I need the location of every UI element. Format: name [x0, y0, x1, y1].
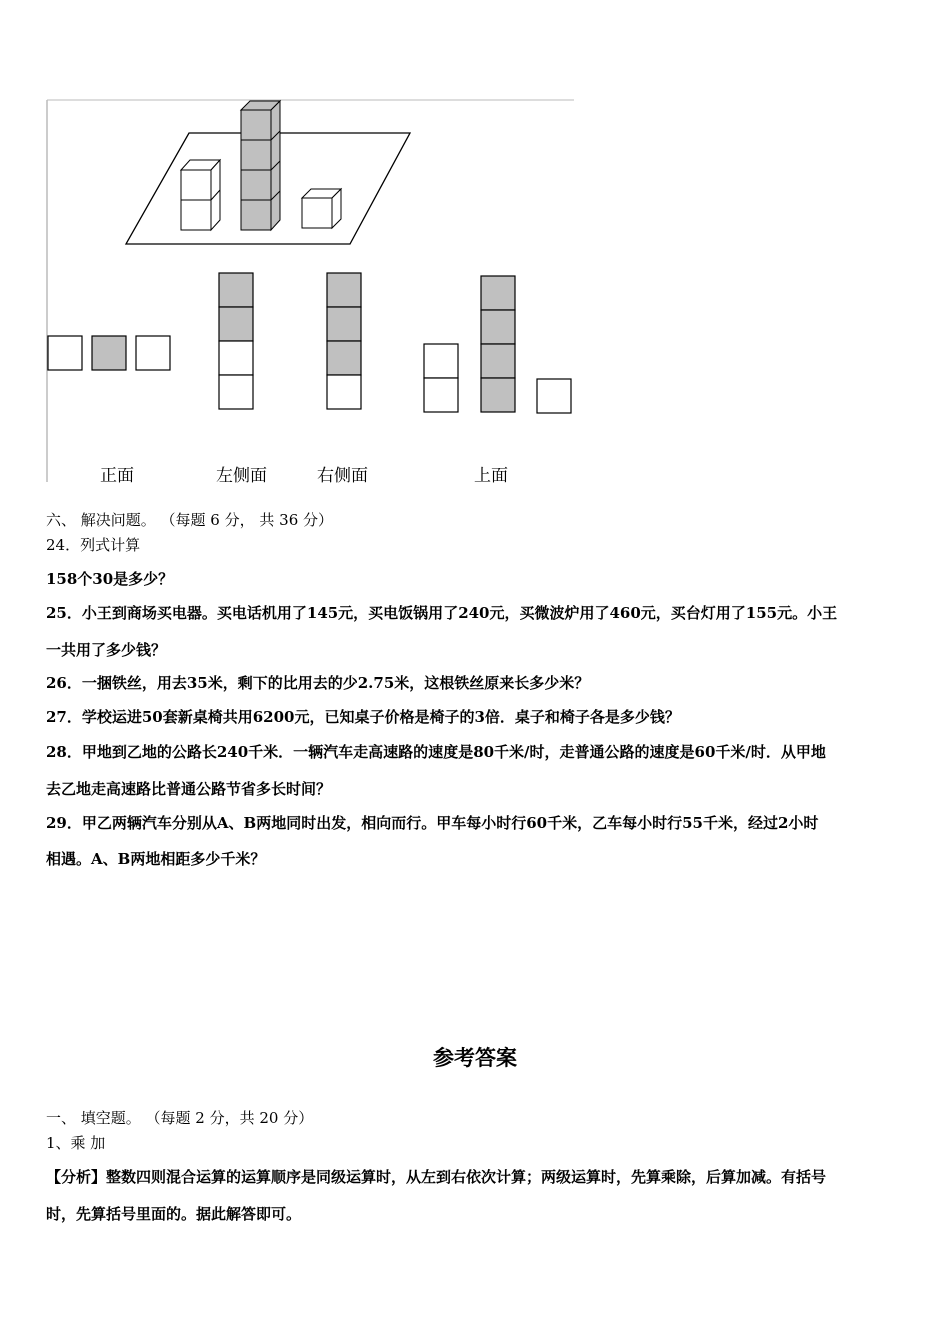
question-24-title: 24．列式计算 [46, 536, 141, 554]
cube-single-right [302, 189, 341, 228]
label-top-view: 上面 [474, 466, 508, 486]
question-29-line-1: 29．甲乙两辆汽车分别从A、B两地同时出发，相向而行。甲车每小时行60千米，乙车每小时行55千米，经过2小时 [46, 814, 819, 832]
question-27: 27．学校运进50套新桌椅共用6200元，已知桌子价格是椅子的3倍．桌子和椅子各是多少钱？ [46, 708, 680, 726]
cube-views-diagram [46, 98, 576, 482]
analysis-line-1: 【分析】整数四则混合运算的运算顺序是同级运算时，从左到右依次计算；两级运算时，先算乘除，后算加减。有括号 [46, 1168, 827, 1186]
section-6-heading: 六、 解决问题。 （每题 6 分， 共 36 分） [46, 511, 334, 529]
answer-1: 1、乘 加 [46, 1134, 106, 1152]
question-29-line-2: 相遇。A、B两地相距多少千米？ [46, 850, 266, 868]
label-right-view: 右侧面 [317, 466, 368, 486]
label-front-view: 正面 [100, 466, 134, 486]
question-25-line-2: 一共用了多少钱？ [46, 641, 167, 659]
analysis-line-2: 时，先算括号里面的。据此解答即可。 [46, 1205, 302, 1223]
question-28-line-1: 28．甲地到乙地的公路长240千米．一辆汽车走高速路的速度是80千米/时，走普通公路的速度是60千米/时．从甲地 [46, 743, 826, 761]
right-side-view [327, 273, 361, 409]
three-view-figure [46, 98, 576, 486]
question-28-line-2: 去乙地走高速路比普通公路节省多长时间？ [46, 780, 332, 798]
cube-stack-left [181, 160, 220, 230]
left-side-view [219, 273, 253, 409]
top-view [424, 276, 571, 413]
answers-section-1-heading: 一、 填空题。 （每题 2 分，共 20 分） [46, 1109, 314, 1127]
answers-title: 参考答案 [433, 1046, 517, 1070]
question-26: 26．一捆铁丝，用去35米，剩下的比用去的少2.75米，这根铁丝原来长多少米？ [46, 674, 590, 692]
question-24-body: 158个30是多少？ [46, 570, 174, 588]
cube-stack-middle [241, 101, 280, 230]
label-left-view: 左侧面 [216, 466, 267, 486]
question-25-line-1: 25．小王到商场买电器。买电话机用了145元，买电饭锅用了240元，买微波炉用了460元，买台灯用了155元。小王 [46, 604, 838, 622]
front-view [48, 336, 170, 370]
